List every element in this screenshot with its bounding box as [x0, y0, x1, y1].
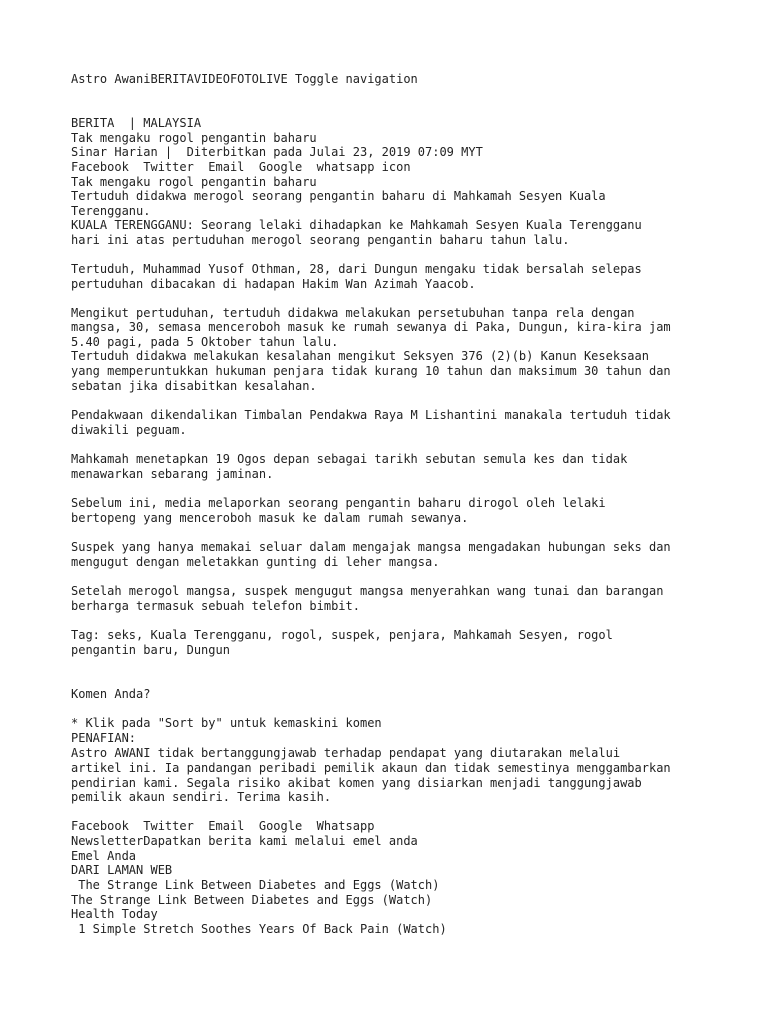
email-field[interactable]: Emel Anda: [71, 849, 137, 863]
article-paragraph: mengugut dengan meletakkan gunting di leher mangsa.: [71, 555, 440, 569]
disclaimer-text: pendirian kami. Segala risiko akibat komen yang disiarkan menjadi tanggungjawab: [71, 776, 642, 790]
article-paragraph: yang memperuntukkan hukuman penjara tidak kurang 10 tahun dan maksimum 30 tahun dan: [71, 364, 671, 378]
page-title: Tak mengaku rogol pengantin baharu: [71, 131, 317, 145]
article-paragraph: KUALA TERENGGANU: Seorang lelaki dihadapkan ke Mahkamah Sesyen Kuala Terengganu: [71, 218, 642, 232]
promo-headline-link[interactable]: 1 Simple Stretch Soothes Years Of Back Pain (Watch): [71, 922, 447, 936]
top-navigation[interactable]: Astro AwaniBERITAVIDEOFOTOLIVE Toggle navigation: [71, 72, 418, 86]
article-paragraph: diwakili peguam.: [71, 423, 187, 437]
article-paragraph: 5.40 pagi, pada 5 Oktober tahun lalu.: [71, 335, 339, 349]
article-paragraph: Suspek yang hanya memakai seluar dalam mengajak mangsa mengadakan hubungan seks dan: [71, 540, 671, 554]
share-links[interactable]: Facebook Twitter Email Google whatsapp icon: [71, 160, 411, 174]
breadcrumb[interactable]: BERITA | MALAYSIA: [71, 116, 202, 130]
web-section-label: DARI LAMAN WEB: [71, 863, 173, 877]
article-paragraph: menawarkan sebarang jaminan.: [71, 467, 274, 481]
promo-headline-link[interactable]: The Strange Link Between Diabetes and Eggs (Watch): [71, 878, 440, 892]
footer-share-links[interactable]: Facebook Twitter Email Google Whatsapp: [71, 819, 375, 833]
promo-source: Health Today: [71, 907, 158, 921]
article-paragraph: Tertuduh, Muhammad Yusof Othman, 28, dari Dungun mengaku tidak bersalah selepas: [71, 262, 642, 276]
disclaimer-text: pemilik akaun sendiri. Terima kasih.: [71, 790, 332, 804]
article-byline: Sinar Harian | Diterbitkan pada Julai 23, 2019 07:09 MYT: [71, 145, 483, 159]
newsletter-text: NewsletterDapatkan berita kami melalui emel anda: [71, 834, 418, 848]
article-paragraph: berharga termasuk sebuah telefon bimbit.: [71, 599, 360, 613]
article-summary: Tertuduh didakwa merogol seorang pengantin baharu di Mahkamah Sesyen Kuala: [71, 189, 606, 203]
disclaimer-title: PENAFIAN:: [71, 731, 137, 745]
article-paragraph: Tertuduh didakwa melakukan kesalahan mengikut Seksyen 376 (2)(b) Kanun Keseksaan: [71, 349, 649, 363]
article-paragraph: Mahkamah menetapkan 19 Ogos depan sebagai tarikh sebutan semula kes dan tidak: [71, 452, 628, 466]
article-paragraph: pertuduhan dibacakan di hadapan Hakim Wan Azimah Yaacob.: [71, 277, 476, 291]
disclaimer-text: artikel ini. Ia pandangan peribadi pemilik akaun dan tidak semestinya menggambarkan: [71, 761, 671, 775]
article-paragraph: hari ini atas pertuduhan merogol seorang pengantin baharu tahun lalu.: [71, 233, 570, 247]
article-paragraph: Setelah merogol mangsa, suspek mengugut mangsa menyerahkan wang tunai dan barangan: [71, 584, 664, 598]
article-paragraph: Mengikut pertuduhan, tertuduh didakwa melakukan persetubuhan tanpa rela dengan: [71, 306, 635, 320]
article-tags[interactable]: pengantin baru, Dungun: [71, 643, 230, 657]
promo-title-link[interactable]: The Strange Link Between Diabetes and Eggs (Watch): [71, 893, 433, 907]
image-caption: Tak mengaku rogol pengantin baharu: [71, 175, 317, 189]
article-paragraph: mangsa, 30, semasa menceroboh masuk ke rumah sewanya di Paka, Dungun, kira-kira jam: [71, 320, 671, 334]
article-paragraph: Pendakwaan dikendalikan Timbalan Pendakwa Raya M Lishantini manakala tertuduh tidak: [71, 408, 671, 422]
article-paragraph: bertopeng yang menceroboh masuk ke dalam rumah sewanya.: [71, 511, 469, 525]
disclaimer-text: Astro AWANI tidak bertanggungjawab terhadap pendapat yang diutarakan melalui: [71, 746, 621, 760]
comments-sort-hint: * Klik pada "Sort by" untuk kemaskini komen: [71, 716, 382, 730]
article-paragraph: sebatan jika disabitkan kesalahan.: [71, 379, 317, 393]
article-summary: Terengganu.: [71, 204, 151, 218]
comments-heading: Komen Anda?: [71, 687, 151, 701]
article-paragraph: Sebelum ini, media melaporkan seorang pengantin baharu dirogol oleh lelaki: [71, 496, 606, 510]
article-tags[interactable]: Tag: seks, Kuala Terengganu, rogol, suspek, penjara, Mahkamah Sesyen, rogol: [71, 628, 613, 642]
